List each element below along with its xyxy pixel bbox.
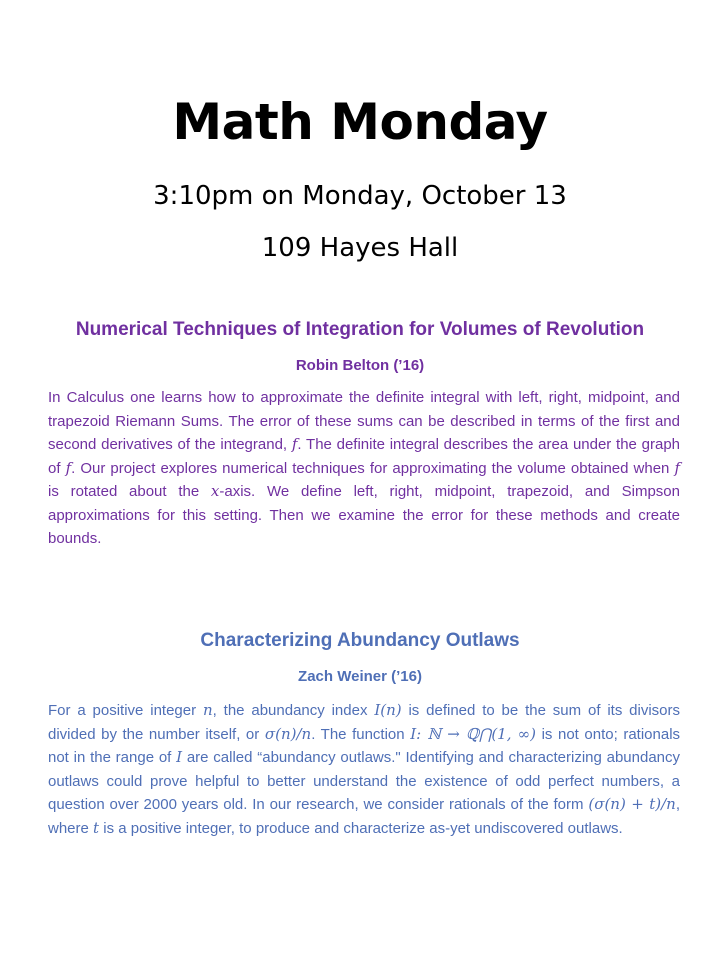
- math-x: x: [210, 482, 220, 500]
- abstract-text: are called “abundancy outlaws." Identifying and characterizing abundancy outlaws could prove helpful to better understand the existence of odd perfect numbers, a question over 2000 years old. In our research, we consider rationals of the form: [48, 749, 680, 813]
- abstract-text: is rotated about the: [48, 483, 200, 500]
- math-I: I: [176, 748, 183, 766]
- event-location: 109 Hayes Hall: [261, 233, 459, 263]
- talk-2-abstract: [48, 699, 680, 840]
- abstract-text: For a positive integer: [48, 702, 197, 719]
- talk-2-speaker: Zach Weiner (’16): [298, 668, 422, 685]
- math-abundancy-index: I(n): [374, 701, 402, 719]
- math-sigma-ratio: σ(n)/n: [264, 724, 312, 743]
- talk-2-title: Characterizing Abundancy Outlaws: [200, 630, 520, 651]
- abstract-text: In Calculus one learns how to approximate the definite integral with left, right, midpoint, and trapezoid Riemann Sums. The error of these sums can be described in terms of the first and second derivatives of the integrand,: [48, 389, 680, 453]
- abstract-text: is a positive integer, to produce and characterize as-yet undiscovered outlaws.: [103, 819, 623, 837]
- abstract-text: is not onto; rationals not in the range of: [48, 725, 681, 766]
- event-title: Math Monday: [172, 93, 548, 151]
- math-f: f: [674, 458, 681, 477]
- math-function-map: I: ℕ → ℚ⋂(1, ∞): [410, 724, 536, 743]
- abstract-text: , where: [48, 796, 681, 837]
- abstract-text: -axis. We define left, right, midpoint, trapezoid, and Simpson approximations for this setting. Then we examine the error for these methods and create bounds.: [48, 483, 680, 547]
- abstract-text: , the abundancy index: [212, 702, 368, 719]
- talk-1-speaker: Robin Belton (’16): [295, 357, 425, 374]
- talk-1-abstract: [48, 386, 680, 551]
- math-t: t: [93, 818, 100, 837]
- abstract-text: is defined to be the sum of its divisors divided by the number itself, or: [48, 702, 681, 743]
- event-time: 3:10pm on Monday, October 13: [153, 181, 567, 211]
- abstract-text: . The function: [311, 725, 405, 743]
- math-form: (σ(n) + t)/n: [588, 795, 676, 813]
- abstract-text: . The definite integral describes the area under the graph of: [48, 436, 680, 477]
- abstract-text: . Our project explores numerical techniques for approximating the volume obtained when: [71, 459, 670, 477]
- talk-1-title: Numerical Techniques of Integration for Volumes of Revolution: [75, 319, 645, 340]
- math-n: n: [202, 701, 213, 719]
- math-f: f: [291, 435, 298, 453]
- math-f: f: [65, 458, 72, 477]
